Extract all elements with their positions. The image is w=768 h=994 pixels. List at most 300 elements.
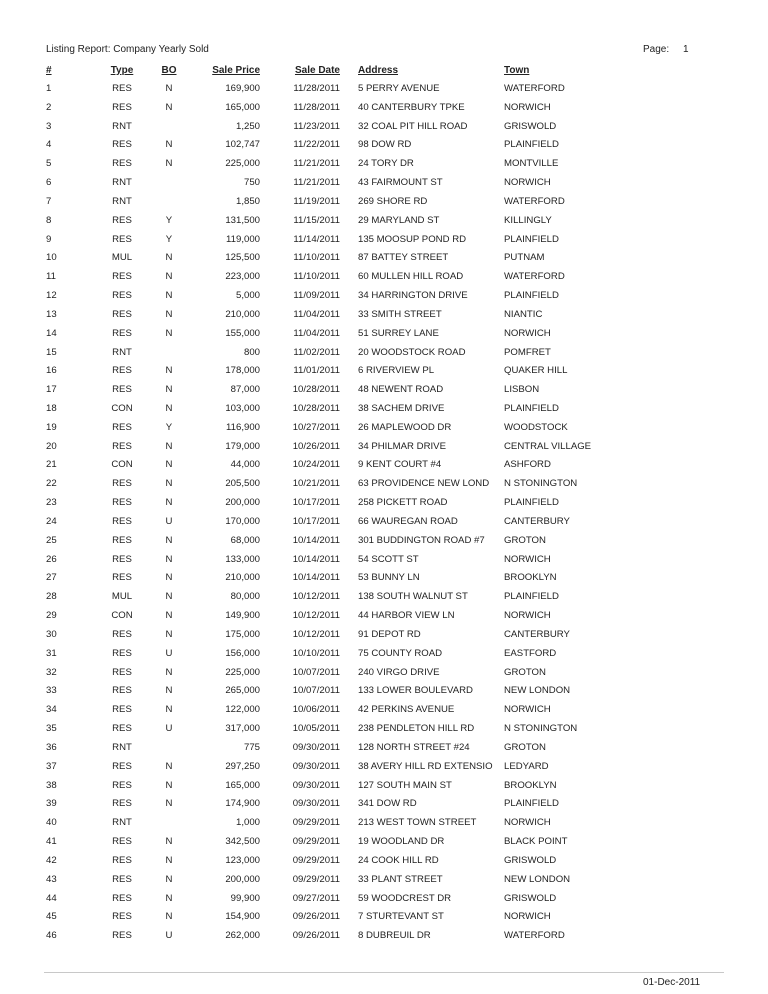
cell-bo: [150, 813, 188, 832]
cell-address: 63 PROVIDENCE NEW LOND: [358, 478, 490, 490]
cell-address: 38 SACHEM DRIVE: [358, 402, 445, 414]
cell-number: 42: [46, 854, 57, 866]
table-row[interactable]: [42, 98, 662, 117]
table-row[interactable]: [42, 776, 662, 795]
cell-bo: N: [165, 610, 173, 622]
table-row[interactable]: [42, 587, 662, 606]
cell-address: 91 DEPOT RD: [358, 628, 421, 640]
cell-type: CON: [111, 459, 133, 471]
cell-sale-date: 10/12/2011: [292, 610, 340, 622]
cell-type: RES: [112, 854, 132, 866]
page-number: 1: [683, 44, 689, 55]
cell-bo: N: [165, 308, 173, 320]
table-row[interactable]: [42, 832, 662, 851]
cell-town: GRISWOLD: [504, 854, 557, 866]
cell-sale-price: 116,900: [226, 421, 260, 433]
cell-address: 26 MAPLEWOOD DR: [358, 421, 452, 433]
cell-sale-date: 10/17/2011: [292, 515, 340, 527]
cell-address: 240 VIRGO DRIVE: [358, 666, 440, 678]
cell-sale-price: 750: [243, 177, 260, 189]
cell-bo: N: [165, 459, 173, 471]
cell-address: 8 DUBREUIL DR: [358, 930, 431, 942]
cell-town: BROOKLYN: [504, 779, 557, 791]
cell-address: 54 SCOTT ST: [358, 553, 419, 565]
cell-sale-price: 68,000: [230, 534, 260, 546]
cell-sale-date: 11/28/2011: [293, 82, 340, 94]
cell-bo: [150, 192, 188, 211]
cell-type: RES: [112, 779, 132, 791]
cell-number: 44: [46, 892, 57, 904]
cell-sale-price: 169,900: [225, 82, 260, 94]
cell-sale-date: 09/30/2011: [292, 798, 340, 810]
table-row[interactable]: [42, 851, 662, 870]
cell-bo: N: [165, 440, 173, 452]
cell-bo: N: [165, 82, 173, 94]
cell-sale-price: 123,000: [225, 854, 260, 866]
cell-sale-date: 10/14/2011: [292, 572, 340, 584]
cell-number: 32: [46, 666, 57, 678]
cell-address: 24 COOK HILL RD: [358, 854, 439, 866]
cell-sale-price: 5,000: [235, 290, 260, 302]
listing-table: [42, 62, 662, 945]
cell-address: 301 BUDDINGTON ROAD #7: [358, 534, 485, 546]
cell-type: RES: [112, 440, 132, 452]
cell-sale-date: 09/30/2011: [292, 741, 340, 753]
cell-town: WATERFORD: [504, 82, 565, 94]
cell-town: PLAINFIELD: [504, 290, 559, 302]
cell-town: WATERFORD: [504, 195, 565, 207]
cell-type: RES: [112, 290, 132, 302]
cell-address: 29 MARYLAND ST: [358, 214, 440, 226]
table-row[interactable]: [42, 550, 662, 569]
cell-town: PUTNAM: [504, 252, 545, 264]
cell-town: WOODSTOCK: [504, 421, 568, 433]
column-header-town[interactable]: Town: [504, 65, 530, 76]
cell-number: 3: [46, 120, 52, 132]
cell-sale-date: 10/14/2011: [292, 553, 340, 565]
cell-address: 48 NEWENT ROAD: [358, 384, 444, 396]
cell-bo: N: [165, 158, 173, 170]
cell-sale-date: 09/29/2011: [292, 873, 340, 885]
cell-type: CON: [111, 610, 133, 622]
table-row[interactable]: [42, 361, 662, 380]
cell-type: MUL: [111, 591, 133, 603]
cell-town: NIANTIC: [504, 308, 543, 320]
column-header-sale-date[interactable]: Sale Date: [294, 65, 340, 76]
table-row[interactable]: [42, 456, 662, 475]
table-header-row: [42, 62, 662, 79]
cell-address: 341 DOW RD: [358, 798, 417, 810]
table-row[interactable]: [42, 79, 662, 98]
table-row[interactable]: [42, 889, 662, 908]
cell-address: 213 WEST TOWN STREET: [358, 817, 477, 829]
cell-number: 21: [46, 459, 57, 471]
table-row[interactable]: [42, 211, 662, 230]
cell-bo: N: [165, 553, 173, 565]
cell-bo: [150, 343, 188, 362]
cell-type: RES: [112, 572, 132, 584]
cell-sale-price: 102,747: [225, 139, 260, 151]
cell-town: PLAINFIELD: [504, 798, 559, 810]
cell-town: PLAINFIELD: [504, 139, 559, 151]
table-row[interactable]: [42, 493, 662, 512]
cell-type: RNT: [112, 195, 132, 207]
table-row[interactable]: [42, 305, 662, 324]
cell-address: 40 CANTERBURY TPKE: [358, 101, 465, 113]
cell-sale-date: 11/15/2011: [293, 214, 340, 226]
cell-number: 18: [46, 402, 57, 414]
cell-type: RES: [112, 685, 132, 697]
cell-number: 38: [46, 779, 57, 791]
cell-bo: [150, 738, 188, 757]
cell-address: 32 COAL PIT HILL ROAD: [358, 120, 468, 132]
table-row[interactable]: [42, 286, 662, 305]
cell-number: 7: [46, 195, 52, 207]
cell-sale-price: 342,500: [225, 836, 260, 848]
cell-number: 16: [46, 365, 57, 377]
cell-type: RES: [112, 139, 132, 151]
cell-town: NEW LONDON: [504, 685, 571, 697]
cell-number: 4: [46, 139, 52, 151]
cell-town: GRISWOLD: [504, 892, 557, 904]
table-row[interactable]: [42, 380, 662, 399]
cell-sale-date: 11/21/2011: [293, 177, 340, 189]
cell-bo: N: [165, 854, 173, 866]
cell-sale-price: 265,000: [225, 685, 260, 697]
cell-address: 6 RIVERVIEW PL: [358, 365, 435, 377]
cell-number: 24: [46, 515, 57, 527]
cell-town: N STONINGTON: [504, 478, 578, 490]
table-row[interactable]: [42, 870, 662, 889]
cell-address: 38 AVERY HILL RD EXTENSIO: [358, 760, 493, 772]
cell-address: 60 MULLEN HILL ROAD: [358, 271, 464, 283]
cell-bo: N: [165, 271, 173, 283]
cell-sale-price: 99,900: [230, 892, 260, 904]
cell-sale-price: 1,850: [235, 195, 260, 207]
cell-town: NORWICH: [504, 911, 551, 923]
cell-address: 128 NORTH STREET #24: [358, 741, 470, 753]
cell-sale-date: 09/30/2011: [292, 760, 340, 772]
table-row[interactable]: [42, 192, 662, 211]
cell-sale-date: 10/27/2011: [292, 421, 340, 433]
cell-number: 15: [46, 346, 57, 358]
cell-sale-price: 175,000: [225, 628, 260, 640]
cell-sale-date: 11/19/2011: [293, 195, 340, 207]
cell-address: 43 FAIRMOUNT ST: [358, 177, 443, 189]
cell-sale-date: 09/27/2011: [292, 892, 340, 904]
cell-address: 258 PICKETT ROAD: [358, 497, 448, 509]
cell-address: 34 HARRINGTON DRIVE: [358, 290, 468, 302]
table-row[interactable]: [42, 230, 662, 249]
cell-address: 53 BUNNY LN: [358, 572, 420, 584]
cell-address: 5 PERRY AVENUE: [358, 82, 440, 94]
table-row[interactable]: [42, 644, 662, 663]
cell-town: GRISWOLD: [504, 120, 557, 132]
footer-divider: [44, 972, 724, 973]
cell-sale-date: 11/23/2011: [293, 120, 340, 132]
cell-sale-price: 210,000: [225, 572, 260, 584]
column-header-number[interactable]: #: [46, 65, 52, 76]
cell-sale-date: 10/05/2011: [292, 723, 340, 735]
cell-sale-price: 165,000: [225, 101, 260, 113]
cell-number: 5: [46, 158, 52, 170]
cell-sale-price: 125,500: [225, 252, 260, 264]
cell-town: PLAINFIELD: [504, 402, 559, 414]
cell-sale-date: 11/10/2011: [293, 271, 340, 283]
cell-town: WATERFORD: [504, 271, 565, 283]
cell-type: RES: [112, 515, 132, 527]
cell-bo: N: [165, 365, 173, 377]
cell-type: RES: [112, 233, 132, 245]
cell-bo: N: [165, 873, 173, 885]
cell-type: RES: [112, 930, 132, 942]
cell-bo: [150, 173, 188, 192]
cell-sale-price: 80,000: [230, 591, 260, 603]
cell-address: 138 SOUTH WALNUT ST: [358, 591, 468, 603]
cell-address: 19 WOODLAND DR: [358, 836, 445, 848]
table-row[interactable]: [42, 531, 662, 550]
cell-sale-date: 11/04/2011: [293, 308, 340, 320]
cell-number: 30: [46, 628, 57, 640]
cell-sale-date: 10/06/2011: [292, 704, 340, 716]
cell-sale-date: 10/10/2011: [292, 647, 340, 659]
cell-type: RES: [112, 421, 132, 433]
cell-bo: N: [165, 779, 173, 791]
cell-sale-date: 10/26/2011: [292, 440, 340, 452]
cell-type: RNT: [112, 120, 132, 132]
cell-address: 133 LOWER BOULEVARD: [358, 685, 473, 697]
cell-sale-price: 223,000: [225, 271, 260, 283]
cell-bo: N: [165, 628, 173, 640]
table-row[interactable]: [42, 569, 662, 588]
cell-sale-price: 174,900: [225, 798, 260, 810]
cell-number: 2: [46, 101, 52, 113]
cell-number: 29: [46, 610, 57, 622]
cell-bo: N: [165, 911, 173, 923]
cell-type: RES: [112, 82, 132, 94]
cell-number: 19: [46, 421, 57, 433]
table-row[interactable]: [42, 606, 662, 625]
cell-sale-price: 155,000: [225, 327, 260, 339]
cell-bo: N: [165, 534, 173, 546]
cell-number: 33: [46, 685, 57, 697]
cell-address: 33 PLANT STREET: [358, 873, 443, 885]
cell-sale-date: 11/01/2011: [293, 365, 340, 377]
cell-address: 24 TORY DR: [358, 158, 414, 170]
cell-number: 20: [46, 440, 57, 452]
table-row[interactable]: [42, 719, 662, 738]
cell-sale-price: 800: [243, 346, 260, 358]
cell-address: 238 PENDLETON HILL RD: [358, 723, 475, 735]
cell-sale-date: 09/29/2011: [292, 854, 340, 866]
cell-number: 9: [46, 233, 52, 245]
cell-town: N STONINGTON: [504, 723, 578, 735]
cell-type: RES: [112, 892, 132, 904]
cell-sale-date: 10/12/2011: [292, 628, 340, 640]
cell-town: MONTVILLE: [504, 158, 559, 170]
cell-sale-price: 1,000: [235, 817, 260, 829]
table-row[interactable]: [42, 794, 662, 813]
cell-bo: [150, 117, 188, 136]
cell-type: RES: [112, 704, 132, 716]
cell-type: RES: [112, 798, 132, 810]
cell-type: RES: [112, 760, 132, 772]
cell-bo: N: [165, 497, 173, 509]
cell-bo: Y: [165, 233, 173, 245]
cell-sale-date: 11/10/2011: [293, 252, 340, 264]
cell-bo: N: [165, 591, 173, 603]
cell-town: KILLINGLY: [504, 214, 552, 226]
table-row[interactable]: [42, 437, 662, 456]
cell-number: 36: [46, 741, 57, 753]
cell-town: BROOKLYN: [504, 572, 557, 584]
cell-sale-price: 205,500: [225, 478, 260, 490]
cell-sale-price: 87,000: [230, 384, 260, 396]
table-row[interactable]: [42, 625, 662, 644]
cell-type: RES: [112, 478, 132, 490]
cell-bo: U: [165, 723, 173, 735]
cell-type: RES: [112, 873, 132, 885]
cell-type: RES: [112, 327, 132, 339]
table-row[interactable]: [42, 512, 662, 531]
cell-sale-date: 10/17/2011: [292, 497, 340, 509]
cell-town: BLACK POINT: [504, 836, 568, 848]
table-row[interactable]: [42, 135, 662, 154]
cell-town: NORWICH: [504, 327, 551, 339]
cell-sale-price: 297,250: [225, 760, 260, 772]
cell-town: PLAINFIELD: [504, 591, 559, 603]
cell-address: 51 SURREY LANE: [358, 327, 439, 339]
cell-bo: N: [165, 704, 173, 716]
cell-address: 98 DOW RD: [358, 139, 412, 151]
table-row[interactable]: [42, 117, 662, 136]
column-header-sale-price[interactable]: Sale Price: [212, 65, 260, 76]
table-body: [42, 79, 662, 945]
table-row[interactable]: [42, 663, 662, 682]
cell-sale-date: 10/24/2011: [292, 459, 340, 471]
cell-number: 1: [46, 82, 52, 94]
table-row[interactable]: [42, 248, 662, 267]
cell-bo: U: [165, 515, 173, 527]
cell-town: NEW LONDON: [504, 873, 571, 885]
cell-sale-date: 10/07/2011: [292, 685, 340, 697]
cell-type: RNT: [112, 817, 132, 829]
cell-bo: N: [165, 760, 173, 772]
cell-bo: U: [165, 930, 173, 942]
cell-number: 41: [46, 836, 57, 848]
table-row[interactable]: [42, 700, 662, 719]
cell-number: 22: [46, 478, 57, 490]
table-row[interactable]: [42, 324, 662, 343]
cell-address: 20 WOODSTOCK ROAD: [358, 346, 466, 358]
cell-sale-date: 09/30/2011: [292, 779, 340, 791]
cell-sale-price: 149,900: [225, 610, 260, 622]
table-row[interactable]: [42, 399, 662, 418]
cell-address: 59 WOODCREST DR: [358, 892, 452, 904]
cell-number: 43: [46, 873, 57, 885]
table-row[interactable]: [42, 738, 662, 757]
cell-sale-price: 178,000: [225, 365, 260, 377]
cell-bo: N: [165, 139, 173, 151]
column-header-address[interactable]: Address: [358, 65, 399, 76]
table-row[interactable]: [42, 343, 662, 362]
cell-sale-price: 131,500: [225, 214, 260, 226]
cell-bo: N: [165, 572, 173, 584]
cell-type: RES: [112, 158, 132, 170]
table-row[interactable]: [42, 474, 662, 493]
cell-sale-price: 225,000: [225, 666, 260, 678]
cell-town: EASTFORD: [504, 647, 557, 659]
cell-bo: Y: [165, 214, 173, 226]
cell-town: NORWICH: [504, 553, 551, 565]
cell-bo: U: [165, 647, 173, 659]
cell-number: 27: [46, 572, 57, 584]
cell-sale-price: 179,000: [225, 440, 260, 452]
cell-type: RES: [112, 723, 132, 735]
cell-address: 44 HARBOR VIEW LN: [358, 610, 455, 622]
column-header-bo[interactable]: BO: [161, 65, 177, 76]
cell-number: 37: [46, 760, 57, 772]
cell-bo: N: [165, 836, 173, 848]
table-row[interactable]: [42, 173, 662, 192]
cell-bo: N: [165, 892, 173, 904]
cell-sale-date: 10/12/2011: [292, 591, 340, 603]
cell-number: 31: [46, 647, 57, 659]
cell-type: RES: [112, 497, 132, 509]
cell-town: NORWICH: [504, 704, 551, 716]
column-header-type[interactable]: Type: [110, 65, 134, 76]
cell-town: PLAINFIELD: [504, 233, 559, 245]
cell-sale-date: 11/28/2011: [293, 101, 340, 113]
table-row[interactable]: [42, 154, 662, 173]
cell-type: RNT: [112, 741, 132, 753]
cell-town: NORWICH: [504, 101, 551, 113]
cell-town: CANTERBURY: [504, 515, 570, 527]
cell-sale-price: 133,000: [225, 553, 260, 565]
table-row[interactable]: [42, 682, 662, 701]
cell-number: 28: [46, 591, 57, 603]
table-row[interactable]: [42, 926, 662, 945]
cell-sale-price: 225,000: [225, 158, 260, 170]
cell-type: MUL: [111, 252, 133, 264]
cell-town: WATERFORD: [504, 930, 565, 942]
cell-number: 40: [46, 817, 57, 829]
cell-sale-price: 200,000: [225, 497, 260, 509]
table-row[interactable]: [42, 813, 662, 832]
cell-address: 7 STURTEVANT ST: [358, 911, 444, 923]
footer-date: 01-Dec-2011: [643, 977, 701, 988]
cell-sale-price: 210,000: [225, 308, 260, 320]
cell-bo: N: [165, 290, 173, 302]
table-row[interactable]: [42, 418, 662, 437]
cell-sale-price: 262,000: [225, 930, 260, 942]
table-row[interactable]: [42, 757, 662, 776]
cell-town: QUAKER HILL: [504, 365, 568, 377]
table-row[interactable]: [42, 267, 662, 286]
cell-bo: N: [165, 327, 173, 339]
cell-number: 12: [46, 290, 57, 302]
cell-town: PLAINFIELD: [504, 497, 559, 509]
table-row[interactable]: [42, 907, 662, 926]
cell-type: RNT: [112, 346, 132, 358]
cell-address: 42 PERKINS AVENUE: [358, 704, 455, 716]
cell-town: LISBON: [504, 384, 540, 396]
cell-bo: N: [165, 252, 173, 264]
cell-number: 13: [46, 308, 57, 320]
cell-address: 66 WAUREGAN ROAD: [358, 515, 458, 527]
cell-bo: N: [165, 101, 173, 113]
cell-type: RES: [112, 214, 132, 226]
